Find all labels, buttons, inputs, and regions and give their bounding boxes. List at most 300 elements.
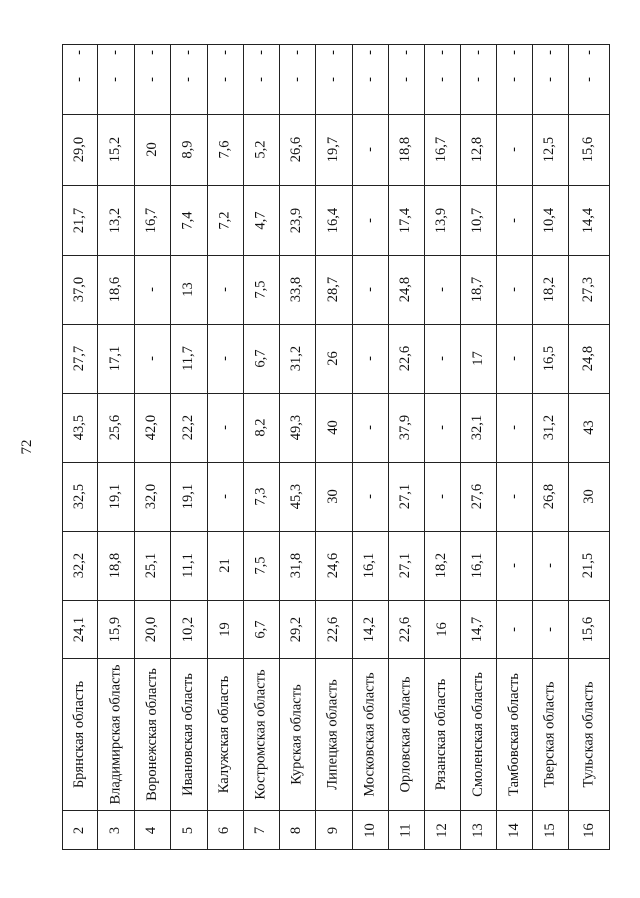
value-cell xyxy=(134,393,170,462)
value-cell-text: 15,9 xyxy=(107,616,123,642)
value-cell-text: 16,1 xyxy=(361,552,378,579)
value-cell-text: 18,8 xyxy=(397,136,414,163)
value-cell xyxy=(97,44,134,61)
value-cell-text: 11,1 xyxy=(180,553,196,578)
value-cell xyxy=(279,393,315,462)
value-cell xyxy=(388,393,424,462)
row-number-cell-text: 4 xyxy=(143,826,160,834)
value-cell-text: 12,8 xyxy=(469,136,486,163)
value-cell-text: 16,7 xyxy=(433,136,450,163)
value-cell xyxy=(243,531,279,600)
value-cell xyxy=(207,324,243,393)
value-cell xyxy=(388,324,424,393)
row-number-cell-text: 11 xyxy=(397,823,414,837)
value-cell-text: 20,0 xyxy=(143,616,160,642)
row-number-cell-text: 12 xyxy=(433,822,450,838)
value-cell-text: - xyxy=(252,76,269,82)
value-cell xyxy=(97,531,134,600)
value-cell xyxy=(460,324,496,393)
row-number-cell xyxy=(243,810,279,850)
region-name-cell xyxy=(97,658,134,810)
value-cell xyxy=(279,462,315,531)
value-cell-text: - xyxy=(216,356,233,361)
value-cell xyxy=(170,324,207,393)
value-cell-text: 22,6 xyxy=(397,345,414,372)
value-cell xyxy=(388,185,424,255)
value-cell xyxy=(352,44,388,61)
value-cell-text: 24,1 xyxy=(71,616,87,642)
value-cell xyxy=(62,324,97,393)
value-cell xyxy=(388,255,424,324)
value-cell xyxy=(424,600,460,658)
value-cell-text: - xyxy=(505,76,522,82)
value-cell xyxy=(352,255,388,324)
value-cell-text: 6,7 xyxy=(252,619,269,639)
value-cell-text: 13,9 xyxy=(433,207,450,233)
value-cell xyxy=(568,185,610,255)
row-number-cell xyxy=(568,810,610,850)
value-cell-text: 12,5 xyxy=(541,136,558,163)
row-number-cell-text: 7 xyxy=(252,826,269,834)
value-cell-text: 26 xyxy=(325,351,341,366)
value-cell-text: 33,8 xyxy=(288,276,305,303)
region-name-cell-text: Костромская область xyxy=(252,668,269,800)
value-cell-text: - xyxy=(361,287,378,292)
value-cell xyxy=(460,393,496,462)
value-cell xyxy=(315,462,352,531)
value-cell-text: - xyxy=(433,76,450,82)
region-name-cell xyxy=(496,658,532,810)
value-cell-text: 32,5 xyxy=(71,483,87,510)
value-cell xyxy=(388,600,424,658)
value-cell xyxy=(460,185,496,255)
value-cell xyxy=(207,255,243,324)
value-cell xyxy=(532,255,568,324)
value-cell-text: - xyxy=(288,76,305,82)
value-cell xyxy=(532,462,568,531)
value-cell xyxy=(388,531,424,600)
value-cell xyxy=(243,324,279,393)
value-cell-text: - xyxy=(505,217,522,223)
value-cell-text: 40 xyxy=(325,420,341,435)
row-number-cell xyxy=(315,810,352,850)
region-name-cell-text: Тульская область xyxy=(580,681,597,787)
value-cell-text: - xyxy=(71,76,87,82)
value-cell xyxy=(424,462,460,531)
value-cell-text: 17 xyxy=(469,351,486,366)
region-name-cell-text: Калужская область xyxy=(216,675,233,793)
row-number-cell xyxy=(460,810,496,850)
value-cell xyxy=(352,531,388,600)
value-cell-text: 13,2 xyxy=(107,207,123,233)
row-number-cell-text: 3 xyxy=(107,826,123,834)
region-name-cell-text: Смоленская область xyxy=(469,671,486,797)
value-cell xyxy=(97,255,134,324)
value-cell-text: 25,1 xyxy=(143,552,160,579)
value-cell-text: - xyxy=(505,287,522,292)
value-cell-text: 4,7 xyxy=(252,210,269,230)
row-number-cell xyxy=(532,810,568,850)
row-number-cell xyxy=(97,810,134,850)
value-cell-text: - xyxy=(143,50,160,55)
value-cell-text: 19,1 xyxy=(107,483,123,510)
value-cell-text: 16,1 xyxy=(469,552,486,579)
value-cell xyxy=(170,44,207,61)
value-cell xyxy=(134,185,170,255)
value-cell xyxy=(243,600,279,658)
value-cell xyxy=(207,393,243,462)
value-cell xyxy=(134,255,170,324)
value-cell-text: - xyxy=(325,50,341,55)
value-cell xyxy=(388,462,424,531)
row-number-cell-text: 15 xyxy=(541,822,558,838)
value-cell-text: 16 xyxy=(433,621,450,637)
region-name-cell xyxy=(207,658,243,810)
value-cell-text: 24,6 xyxy=(325,552,341,579)
region-name-cell xyxy=(279,658,315,810)
value-cell-text: 26,8 xyxy=(541,483,558,510)
value-cell xyxy=(207,185,243,255)
value-cell-text: 27,1 xyxy=(397,483,414,510)
region-name-cell xyxy=(134,658,170,810)
value-cell xyxy=(279,44,315,61)
value-cell xyxy=(207,114,243,185)
value-cell xyxy=(424,324,460,393)
value-cell-text: 11,7 xyxy=(180,346,196,371)
row-number-cell xyxy=(62,810,97,850)
value-cell-text: 24,8 xyxy=(397,276,414,303)
value-cell xyxy=(496,462,532,531)
value-cell-text: - xyxy=(469,76,486,82)
value-cell-text: 22,6 xyxy=(325,616,341,642)
row-number-cell xyxy=(352,810,388,850)
region-name-cell xyxy=(568,658,610,810)
value-cell xyxy=(496,600,532,658)
value-cell xyxy=(170,114,207,185)
value-cell xyxy=(315,324,352,393)
value-cell-text: - xyxy=(361,147,378,152)
value-cell xyxy=(352,393,388,462)
value-cell xyxy=(243,185,279,255)
value-cell-text: 15,2 xyxy=(107,136,123,163)
value-cell xyxy=(568,255,610,324)
value-cell-text: 13 xyxy=(180,282,196,297)
value-cell xyxy=(97,462,134,531)
value-cell-text: 14,2 xyxy=(361,616,378,642)
value-cell-text: 17,1 xyxy=(107,345,123,372)
value-cell-text: 19,7 xyxy=(325,136,341,163)
value-cell xyxy=(568,114,610,185)
value-cell-text: - xyxy=(361,217,378,223)
value-cell xyxy=(243,114,279,185)
value-cell-text: 7,6 xyxy=(216,140,233,159)
region-name-cell xyxy=(460,658,496,810)
value-cell xyxy=(424,393,460,462)
value-cell xyxy=(460,600,496,658)
value-cell-text: 10,7 xyxy=(469,207,486,233)
value-cell-text: - xyxy=(505,563,522,568)
value-cell-text: 10,4 xyxy=(541,207,558,233)
value-cell-text: 15,6 xyxy=(580,136,597,163)
region-name-cell-text: Московская область xyxy=(361,671,378,797)
region-name-cell xyxy=(352,658,388,810)
value-cell-text: 32,2 xyxy=(71,552,87,579)
value-cell-text: 49,3 xyxy=(288,414,305,441)
value-cell xyxy=(62,531,97,600)
value-cell-text: 7,5 xyxy=(252,556,269,575)
value-cell-text: - xyxy=(433,50,450,55)
value-cell xyxy=(424,531,460,600)
value-cell xyxy=(315,44,352,61)
value-cell xyxy=(279,114,315,185)
region-name-cell-text: Липецкая область xyxy=(325,678,341,790)
value-cell xyxy=(496,531,532,600)
region-name-cell xyxy=(315,658,352,810)
value-cell xyxy=(460,531,496,600)
value-cell-text: 30 xyxy=(580,489,597,504)
row-number-cell xyxy=(496,810,532,850)
value-cell xyxy=(170,600,207,658)
value-cell-text: 14,7 xyxy=(469,616,486,642)
region-name-cell xyxy=(532,658,568,810)
value-cell-text: 14,4 xyxy=(580,207,597,233)
value-cell xyxy=(315,531,352,600)
row-number-cell-text: 10 xyxy=(361,822,378,838)
value-cell-text: - xyxy=(505,494,522,499)
region-name-cell-text: Воронежская область xyxy=(143,667,160,801)
value-cell xyxy=(532,393,568,462)
value-cell xyxy=(424,255,460,324)
value-cell-text: - xyxy=(180,76,196,82)
value-cell xyxy=(315,185,352,255)
value-cell-text: - xyxy=(361,425,378,430)
value-cell-text: - xyxy=(505,147,522,152)
row-number-cell xyxy=(279,810,315,850)
value-cell-text: 24,8 xyxy=(580,345,597,372)
value-cell-text: - xyxy=(397,76,414,82)
value-cell xyxy=(207,44,243,61)
value-cell-text: 43,5 xyxy=(71,414,87,441)
value-cell-text: - xyxy=(216,50,233,55)
value-cell-text: - xyxy=(541,76,558,82)
value-cell-text: - xyxy=(107,76,123,82)
value-cell xyxy=(496,185,532,255)
value-cell xyxy=(352,324,388,393)
region-name-cell-text: Рязанская область xyxy=(433,678,450,790)
value-cell xyxy=(97,324,134,393)
value-cell-text: - xyxy=(505,626,522,632)
value-cell-text: 5,2 xyxy=(252,140,269,159)
value-cell xyxy=(97,600,134,658)
value-cell-text: - xyxy=(505,356,522,361)
value-cell-text: 31,2 xyxy=(541,414,558,441)
value-cell-text: 45,3 xyxy=(288,483,305,510)
value-cell-text: - xyxy=(361,76,378,82)
region-name-cell-text: Ивановская область xyxy=(180,672,196,796)
value-cell xyxy=(170,255,207,324)
value-cell xyxy=(388,114,424,185)
row-number-cell xyxy=(207,810,243,850)
row-number-cell-text: 13 xyxy=(469,822,486,838)
value-cell xyxy=(207,531,243,600)
row-number-cell xyxy=(170,810,207,850)
value-cell-text: - xyxy=(216,287,233,292)
region-name-cell xyxy=(243,658,279,810)
value-cell-text: - xyxy=(288,50,305,55)
value-cell xyxy=(62,393,97,462)
value-cell xyxy=(352,114,388,185)
value-cell xyxy=(388,44,424,61)
value-cell xyxy=(134,114,170,185)
value-cell-text: - xyxy=(143,356,160,361)
value-cell xyxy=(279,324,315,393)
value-cell xyxy=(243,44,279,61)
value-cell-text: - xyxy=(433,494,450,499)
value-cell-text: 7,2 xyxy=(216,210,233,230)
value-cell xyxy=(97,393,134,462)
value-cell xyxy=(315,255,352,324)
region-name-cell-text: Курская область xyxy=(288,683,305,785)
value-cell xyxy=(315,114,352,185)
value-cell-text: 18,6 xyxy=(107,276,123,303)
value-cell-text: - xyxy=(433,287,450,292)
value-cell-text: - xyxy=(361,50,378,55)
value-cell-text: - xyxy=(361,356,378,361)
value-cell-text: - xyxy=(505,50,522,55)
value-cell-text: - xyxy=(252,50,269,55)
value-cell-text: 6,7 xyxy=(252,349,269,368)
value-cell xyxy=(568,393,610,462)
value-cell-text: - xyxy=(505,425,522,430)
value-cell-text: 31,8 xyxy=(288,552,305,579)
value-cell xyxy=(134,44,170,61)
value-cell xyxy=(424,114,460,185)
value-cell xyxy=(315,393,352,462)
value-cell-text: 37,9 xyxy=(397,414,414,441)
row-number-cell xyxy=(388,810,424,850)
value-cell xyxy=(460,462,496,531)
value-cell-text: - xyxy=(361,494,378,499)
value-cell-text: 23,9 xyxy=(288,207,305,233)
value-cell xyxy=(207,462,243,531)
value-cell xyxy=(62,600,97,658)
row-number-cell-text: 16 xyxy=(580,822,597,838)
value-cell-text: - xyxy=(397,50,414,55)
value-cell-text: 28,7 xyxy=(325,276,341,303)
value-cell-text: 19,1 xyxy=(180,483,196,510)
value-cell-text: 21,7 xyxy=(71,207,87,233)
value-cell xyxy=(568,462,610,531)
value-cell xyxy=(134,462,170,531)
row-number-cell xyxy=(134,810,170,850)
value-cell xyxy=(496,324,532,393)
value-cell xyxy=(62,462,97,531)
rotated-data-table xyxy=(62,44,610,850)
value-cell xyxy=(243,393,279,462)
value-cell xyxy=(568,324,610,393)
value-cell xyxy=(279,185,315,255)
value-cell-text: 37,0 xyxy=(71,276,87,303)
value-cell xyxy=(568,531,610,600)
value-cell-text: 30 xyxy=(325,489,341,504)
value-cell-text: - xyxy=(180,50,196,55)
value-cell-text: 32,1 xyxy=(469,414,486,441)
value-cell-text: 18,8 xyxy=(107,552,123,579)
value-cell xyxy=(352,185,388,255)
region-name-cell-text: Орловская область xyxy=(397,675,414,793)
value-cell xyxy=(62,44,97,61)
value-cell-text: - xyxy=(71,50,87,55)
value-cell-text: 7,5 xyxy=(252,280,269,299)
region-name-cell xyxy=(170,658,207,810)
value-cell-text: - xyxy=(216,76,233,82)
value-cell xyxy=(424,44,460,61)
value-cell xyxy=(532,324,568,393)
value-cell xyxy=(170,462,207,531)
value-cell-text: 43 xyxy=(580,420,597,435)
value-cell-text: 22,2 xyxy=(180,414,196,441)
value-cell-text: 19 xyxy=(216,621,233,637)
value-cell-text: - xyxy=(541,50,558,55)
value-cell-text: 8,2 xyxy=(252,418,269,437)
value-cell-text: 8,9 xyxy=(180,140,196,159)
value-cell-text: 16,4 xyxy=(325,207,341,233)
region-name-cell xyxy=(62,658,97,810)
row-number-cell-text: 14 xyxy=(505,822,522,838)
value-cell-text: 17,4 xyxy=(397,207,414,233)
value-cell-text: 32,0 xyxy=(143,483,160,510)
region-name-cell-text: Тамбовская область xyxy=(505,672,522,796)
value-cell xyxy=(568,44,610,61)
region-name-cell-text: Брянская область xyxy=(71,680,88,788)
value-cell-text: 22,6 xyxy=(397,616,414,642)
value-cell-text: - xyxy=(541,626,558,632)
value-cell xyxy=(62,114,97,185)
region-name-cell-text: Тверская область xyxy=(541,681,558,787)
value-cell xyxy=(352,462,388,531)
value-cell xyxy=(315,600,352,658)
value-cell-text: 25,6 xyxy=(107,414,123,441)
value-cell xyxy=(97,114,134,185)
value-cell xyxy=(352,600,388,658)
value-cell xyxy=(279,531,315,600)
value-cell-text: - xyxy=(433,425,450,430)
row-number-cell xyxy=(424,810,460,850)
value-cell-text: - xyxy=(469,50,486,55)
value-cell-text: 27,3 xyxy=(580,276,597,303)
value-cell-text: - xyxy=(433,356,450,361)
value-cell-text: - xyxy=(143,76,160,82)
value-cell-text: 15,6 xyxy=(580,616,597,642)
value-cell-text: - xyxy=(216,494,233,499)
value-cell-text: 29,0 xyxy=(71,136,87,163)
value-cell-text: 26,6 xyxy=(288,136,305,163)
value-cell-text: - xyxy=(541,563,558,568)
value-cell xyxy=(243,255,279,324)
region-name-cell xyxy=(424,658,460,810)
value-cell xyxy=(460,114,496,185)
value-cell-text: - xyxy=(325,76,341,82)
value-cell-text: - xyxy=(580,50,597,55)
value-cell-text: 31,2 xyxy=(288,345,305,372)
row-number-cell-text: 2 xyxy=(71,826,87,834)
value-cell xyxy=(532,44,568,61)
value-cell-text: 16,5 xyxy=(541,345,558,372)
value-cell xyxy=(460,255,496,324)
row-number-cell-text: 8 xyxy=(288,826,305,834)
region-name-cell xyxy=(388,658,424,810)
value-cell xyxy=(532,114,568,185)
